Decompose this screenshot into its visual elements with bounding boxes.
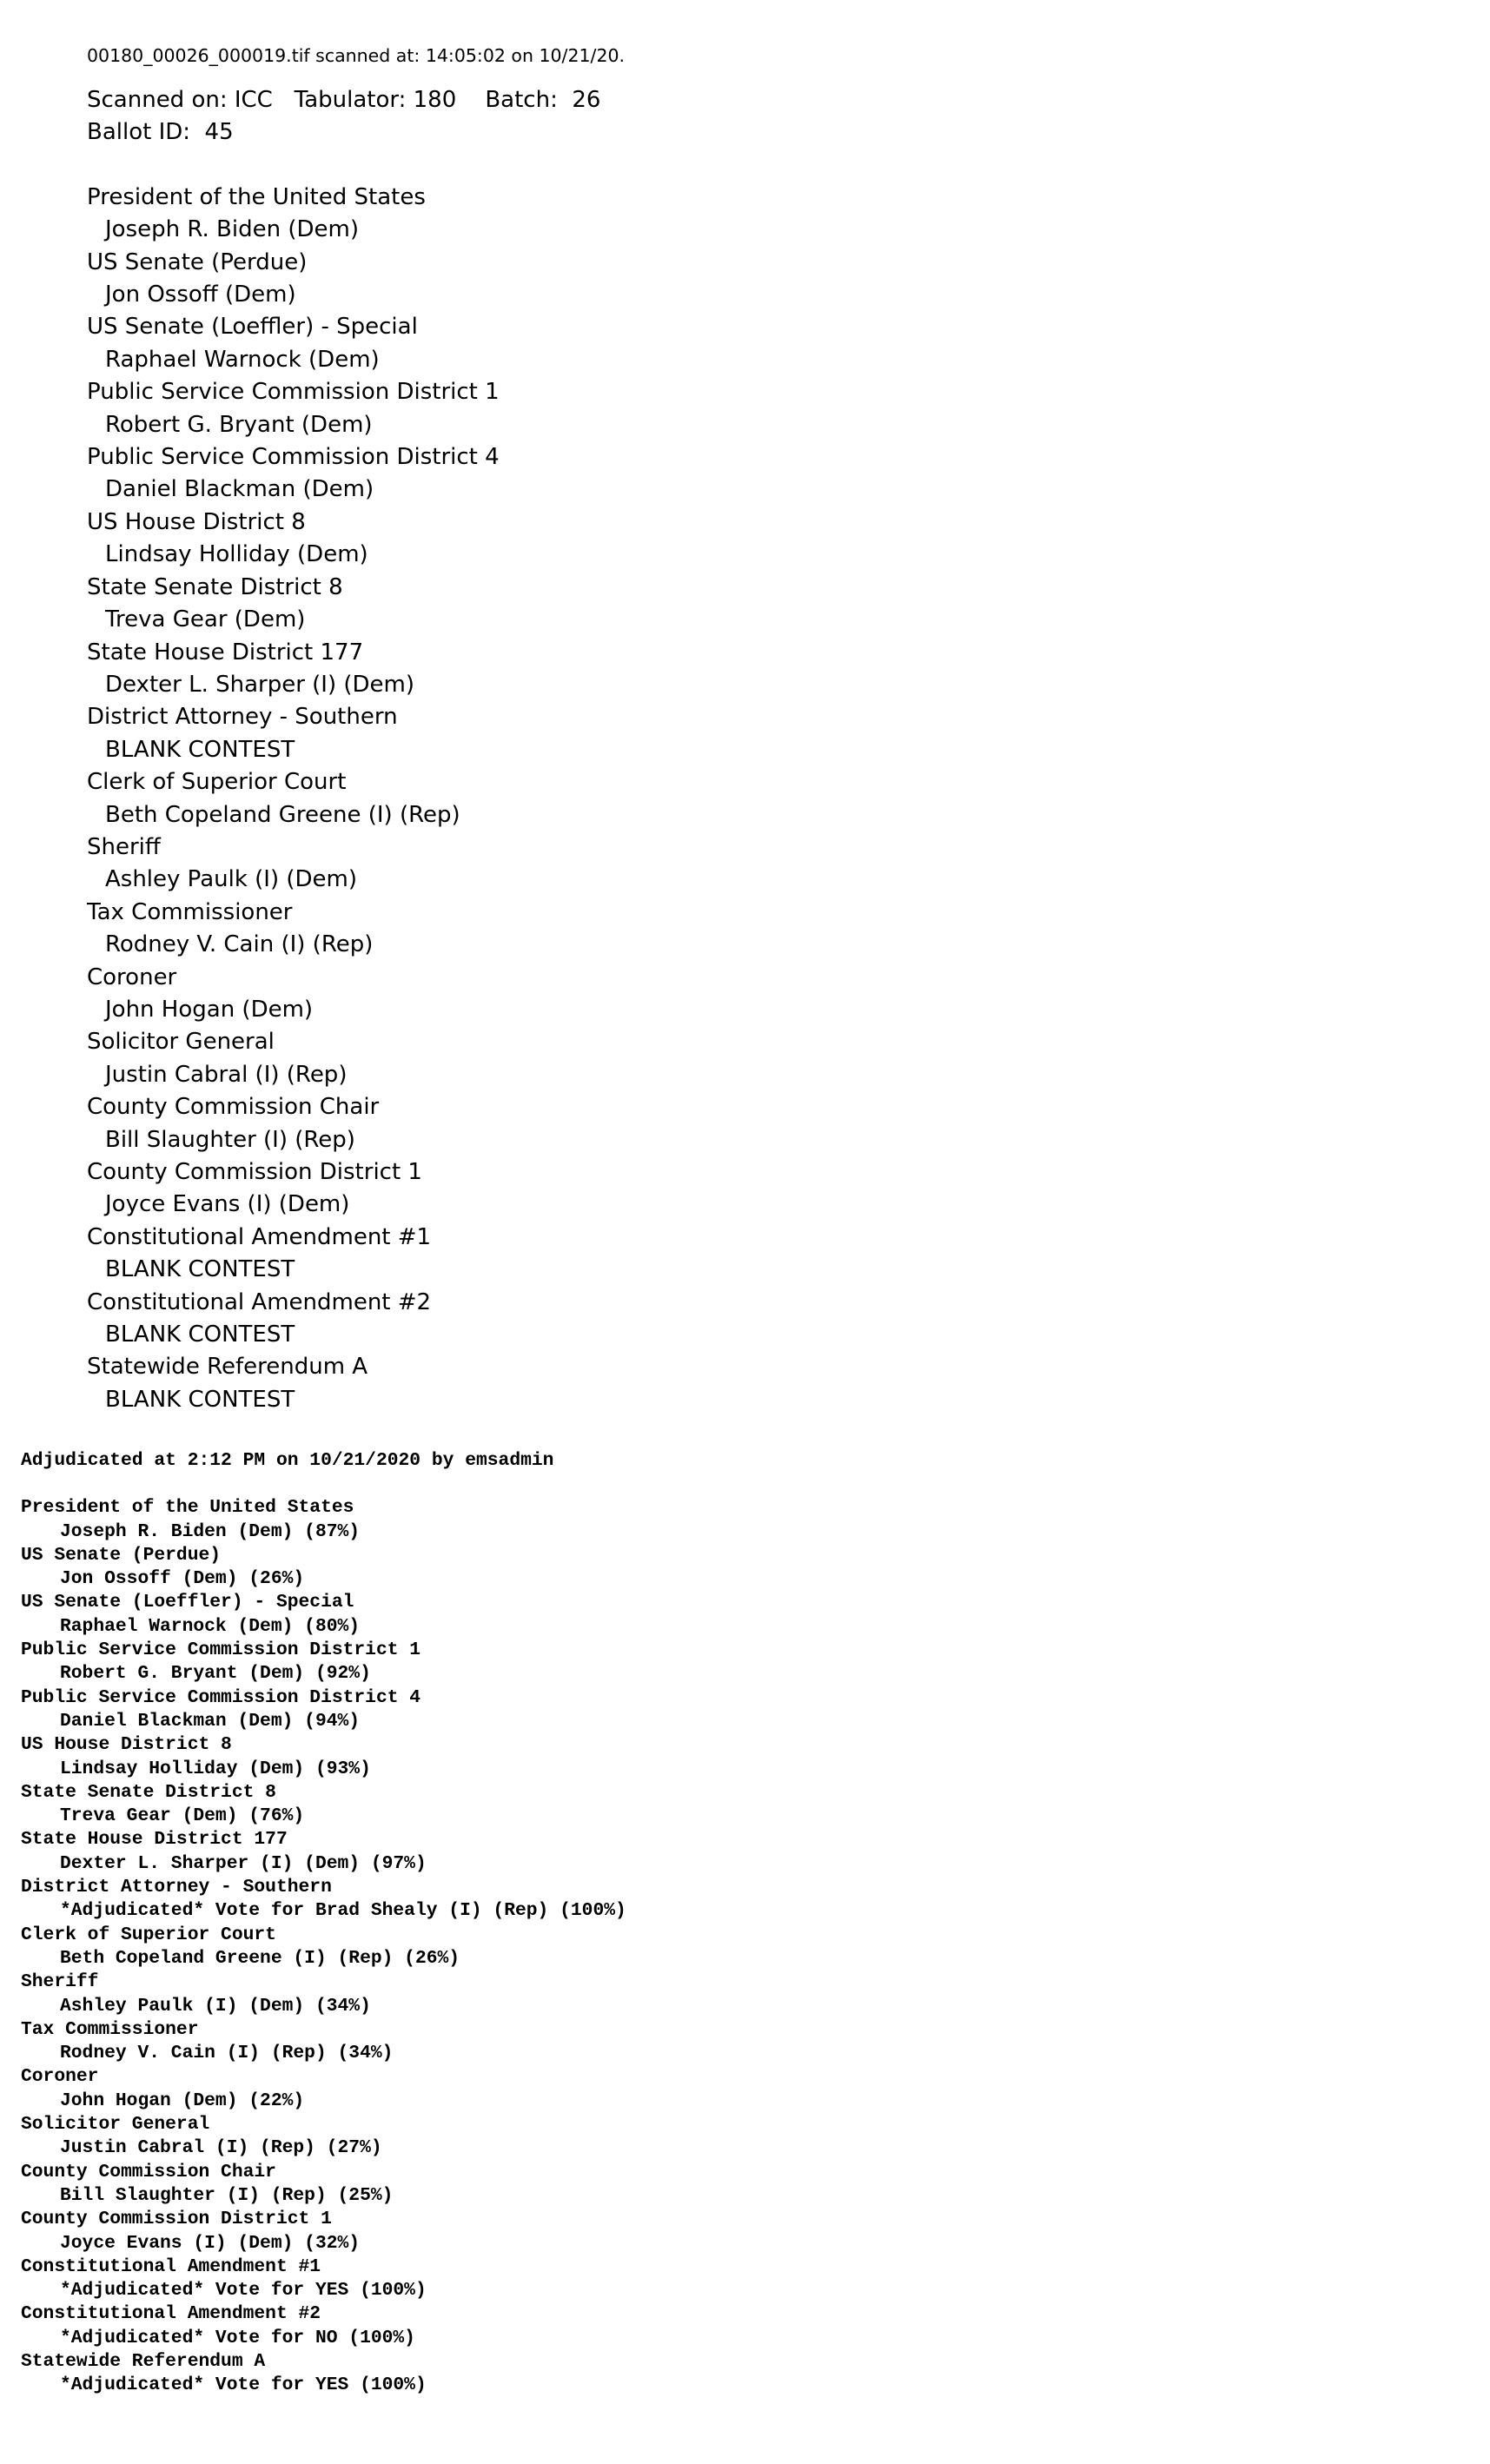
- contest-choice: Beth Copeland Greene (I) (Rep): [105, 801, 460, 828]
- contest-name: County Commission Chair: [87, 1094, 380, 1121]
- adjudication-choice: Rodney V. Cain (I) (Rep) (34%): [60, 2043, 394, 2064]
- contest-name: State Senate District 8: [87, 573, 343, 600]
- adjudication-choice: Joyce Evans (I) (Dem) (32%): [60, 2232, 361, 2254]
- contest-choice: Justin Cabral (I) (Rep): [105, 1061, 348, 1088]
- contest-name: County Commission District 1: [87, 1159, 422, 1185]
- contest-name: Sheriff: [87, 833, 161, 860]
- contest-choice: Lindsay Holliday (Dem): [105, 541, 368, 568]
- adjudication-choice: Bill Slaughter (I) (Rep) (25%): [60, 2184, 394, 2206]
- adjudication-contest-name: State House District 177: [21, 1829, 288, 1851]
- adjudication-header: Adjudicated at 2:12 PM on 10/21/2020 by emsadmin: [21, 1450, 554, 1471]
- contest-choice: Treva Gear (Dem): [105, 606, 306, 633]
- adjudication-choice: Raphael Warnock (Dem) (80%): [60, 1615, 361, 1637]
- contest-choice: Dexter L. Sharper (I) (Dem): [105, 671, 415, 698]
- adjudication-contest-name: District Attorney - Southern: [21, 1877, 332, 1898]
- adjudication-choice: *Adjudicated* Vote for YES (100%): [60, 2375, 427, 2396]
- contest-name: State House District 177: [87, 639, 364, 666]
- adjudication-contest-name: President of the United States: [21, 1497, 354, 1519]
- adjudication-choice: Jon Ossoff (Dem) (26%): [60, 1568, 305, 1590]
- adjudication-choice: Justin Cabral (I) (Rep) (27%): [60, 2137, 382, 2159]
- adjudication-contest-name: US Senate (Perdue): [21, 1544, 222, 1566]
- adjudication-contest-name: County Commission Chair: [21, 2161, 276, 2182]
- contest-choice: Joyce Evans (I) (Dem): [105, 1191, 350, 1218]
- adjudication-choice: Beth Copeland Greene (I) (Rep) (26%): [60, 1947, 460, 1969]
- contest-name: Coroner: [87, 964, 177, 990]
- adjudication-contest-name: Tax Commissioner: [21, 2018, 199, 2040]
- contest-choice: Jon Ossoff (Dem): [105, 282, 296, 308]
- adjudication-choice: Daniel Blackman (Dem) (94%): [60, 1710, 361, 1732]
- adjudication-choice: *Adjudicated* Vote for Brad Shealy (I) (Rep) (100%): [60, 1900, 626, 1922]
- contest-name: US Senate (Loeffler) - Special: [87, 314, 418, 341]
- contest-choice: BLANK CONTEST: [105, 736, 295, 763]
- adjudication-contest-name: Public Service Commission District 1: [21, 1639, 421, 1661]
- scan-contest-list: [87, 182, 625, 1416]
- contest-name: Statewide Referendum A: [87, 1354, 368, 1381]
- adjudication-contest-name: US Senate (Loeffler) - Special: [21, 1592, 354, 1613]
- adjudication-choice: Ashley Paulk (I) (Dem) (34%): [60, 1995, 371, 2017]
- adjudication-contest-name: Solicitor General: [21, 2114, 210, 2136]
- scanned-on-line: Scanned on: ICC Tabulator: 180 Batch: 26: [87, 87, 601, 113]
- adjudication-contest-name: County Commission District 1: [21, 2209, 332, 2230]
- contest-name: Public Service Commission District 1: [87, 379, 500, 406]
- adjudication-choice: Joseph R. Biden (Dem) (87%): [60, 1520, 361, 1542]
- contest-choice: BLANK CONTEST: [105, 1256, 295, 1283]
- contest-choice: Robert G. Bryant (Dem): [105, 411, 373, 438]
- contest-name: Clerk of Superior Court: [87, 769, 347, 796]
- contest-name: President of the United States: [87, 183, 426, 210]
- adjudication-contest-name: State Senate District 8: [21, 1781, 276, 1803]
- contest-name: US Senate (Perdue): [87, 248, 308, 275]
- adjudication-choice: Dexter L. Sharper (I) (Dem) (97%): [60, 1852, 427, 1874]
- contest-choice: Rodney V. Cain (I) (Rep): [105, 931, 374, 958]
- spacer: [87, 149, 625, 182]
- adjudication-choice: Treva Gear (Dem) (76%): [60, 1805, 305, 1827]
- adjudication-choice: Lindsay Holliday (Dem) (93%): [60, 1758, 371, 1779]
- adjudication-choice: *Adjudicated* Vote for NO (100%): [60, 2327, 415, 2348]
- contest-name: District Attorney - Southern: [87, 704, 398, 731]
- contest-name: Tax Commissioner: [87, 898, 293, 925]
- contest-choice: Raphael Warnock (Dem): [105, 346, 380, 373]
- adjudication-contest-name: Constitutional Amendment #2: [21, 2303, 321, 2325]
- adjudication-contest-name: US House District 8: [21, 1734, 232, 1756]
- contest-choice: Daniel Blackman (Dem): [105, 476, 374, 503]
- contest-choice: BLANK CONTEST: [105, 1386, 295, 1413]
- contest-name: Constitutional Amendment #1: [87, 1223, 432, 1250]
- adjudication-contest-name: Sheriff: [21, 1971, 99, 1993]
- contest-choice: BLANK CONTEST: [105, 1321, 295, 1348]
- contest-name: Public Service Commission District 4: [87, 444, 500, 471]
- contest-choice: Bill Slaughter (I) (Rep): [105, 1126, 355, 1153]
- adjudication-choice: John Hogan (Dem) (22%): [60, 2090, 305, 2111]
- contest-choice: Ashley Paulk (I) (Dem): [105, 866, 357, 893]
- adjudication-contest-name: Constitutional Amendment #1: [21, 2255, 321, 2277]
- adjudication-contest-name: Clerk of Superior Court: [21, 1924, 276, 1945]
- ballot-id-line: Ballot ID: 45: [87, 119, 234, 146]
- adjudication-contest-name: Public Service Commission District 4: [21, 1686, 421, 1708]
- contest-choice: Joseph R. Biden (Dem): [105, 216, 359, 243]
- scan-record: [87, 40, 625, 1416]
- contest-name: US House District 8: [87, 508, 306, 535]
- scan-file-line: 00180_00026_000019.tif scanned at: 14:05:02 on 10/21/20.: [87, 45, 626, 66]
- adjudication-record: [21, 1449, 626, 2398]
- adjudication-choice: Robert G. Bryant (Dem) (92%): [60, 1663, 371, 1685]
- adjudication-choice: *Adjudicated* Vote for YES (100%): [60, 2280, 427, 2302]
- adjudication-contest-list: [21, 1496, 626, 2397]
- adjudication-contest-name: Statewide Referendum A: [21, 2350, 266, 2372]
- adjudication-contest-name: Coroner: [21, 2066, 99, 2088]
- contest-name: Solicitor General: [87, 1029, 275, 1056]
- contest-choice: John Hogan (Dem): [105, 996, 314, 1023]
- contest-name: Constitutional Amendment #2: [87, 1288, 432, 1315]
